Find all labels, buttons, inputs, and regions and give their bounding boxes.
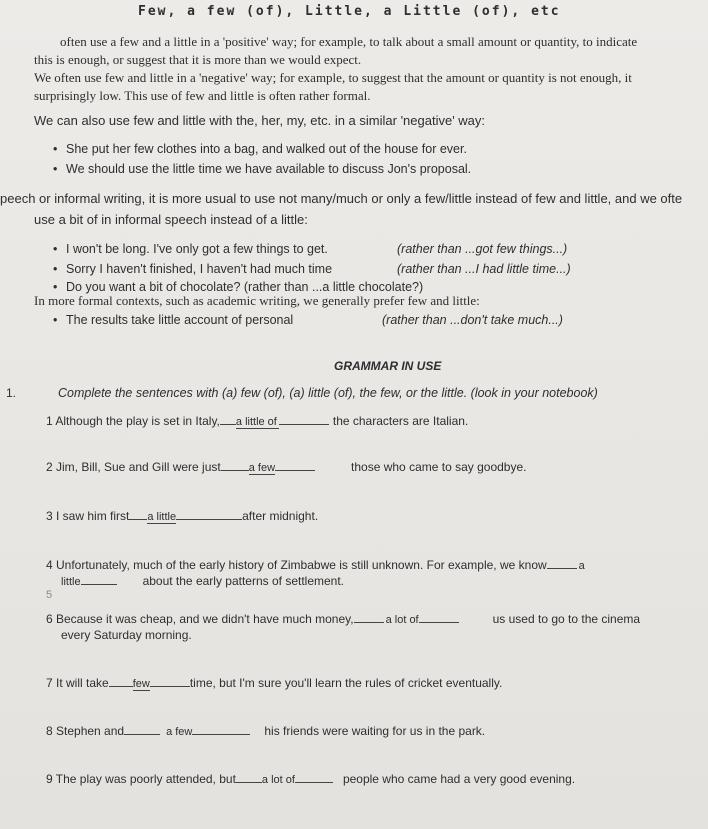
speech-line-1: peech or informal writing, it is more usual to use not many/much or only a few/little instead of few and little, and we ofte (0, 191, 683, 206)
question-1 (46, 414, 468, 429)
task-number: 1. (6, 386, 17, 400)
q9-blank-lead[interactable] (236, 782, 262, 783)
task-instructions: Complete the sentences with (a) few (of), (a) little (of), the few, or the little. (look in your notebook) (58, 386, 598, 400)
q2-end: those who came to say goodbye. (351, 460, 527, 474)
q3-answer[interactable]: a little (147, 511, 177, 523)
page-title: Few, a few (of), Little, a Little (of), etc (138, 4, 561, 19)
q4-answer-2[interactable]: little (61, 576, 81, 588)
q1-end: the characters are Italian. (332, 414, 469, 428)
q8-blank[interactable] (192, 734, 250, 735)
formal-paragraph: In more formal contexts, such as academic writing, we generally prefer few and little: (34, 293, 480, 308)
also-paragraph: We can also use few and little with the, her, my, etc. in a similar 'negative' way: (34, 113, 486, 128)
example-3: • I won't be long. I've only got a few things to get. (66, 242, 328, 256)
q6-blank[interactable] (419, 622, 459, 623)
q7-end: time, but I'm sure you'll learn the rules of cricket eventually. (189, 676, 503, 690)
q9-blank[interactable] (295, 782, 333, 783)
q2-text: 2 Jim, Bill, Sue and Gill were just (46, 460, 221, 474)
intro-line-1: often use a few and a little in a 'positive' way; for example, to talk about a small amount or quantity, to indicate (60, 34, 638, 49)
intro-line-4: surprisingly low. This use of few and little is often rather formal. (34, 88, 371, 103)
q6-answer[interactable]: a lot of (385, 614, 419, 626)
q8-end: his friends were waiting for us in the park. (264, 724, 486, 738)
speech-line-2: use a bit of in informal speech instead of a little: (34, 212, 308, 227)
example-4: • Sorry I haven't finished, I haven't had much time (66, 262, 332, 276)
q3-end: after midnight. (242, 509, 319, 523)
q7-text: 7 It will take (46, 676, 109, 690)
q2-answer[interactable]: a few (248, 462, 276, 474)
q3-blank[interactable] (176, 519, 242, 520)
q1-blank-lead[interactable] (220, 424, 236, 425)
q8-answer[interactable]: a few (166, 726, 193, 738)
q6-blank-lead[interactable] (354, 622, 384, 623)
q4-blank-2[interactable] (81, 584, 117, 585)
q2-blank[interactable] (275, 470, 315, 471)
example-6: • The results take little account of personal (66, 313, 293, 327)
section-heading: GRAMMAR IN USE (334, 359, 442, 373)
question-4 (46, 558, 585, 572)
question-5: 5 (46, 589, 53, 601)
q3-text: 3 I saw him first (46, 509, 130, 523)
question-9 (46, 772, 575, 786)
example-5: • Do you want a bit of chocolate? (rather than ...a little chocolate?) (66, 280, 423, 294)
intro-line-3: We often use few and little in a 'negative' way; for example, to suggest that the amount or quantity is not enough, it (34, 70, 632, 85)
q1-blank[interactable] (279, 424, 329, 425)
q8-text: 8 Stephen and (46, 724, 125, 738)
example-4-alt: (rather than ...I had little time...) (397, 262, 571, 276)
question-3 (46, 509, 318, 524)
q4-answer-1[interactable]: a (578, 560, 585, 572)
q9-answer[interactable]: a lot of (261, 774, 295, 786)
q1-text: 1 Although the play is set in Italy, (46, 414, 220, 428)
q4-end: about the early patterns of settlement. (142, 574, 345, 588)
example-6-alt: (rather than ...don't take much...) (382, 313, 563, 327)
question-4-cont (61, 574, 344, 588)
question-6 (46, 612, 640, 626)
q6-end: us used to go to the cinema (492, 612, 641, 626)
q6-text: 6 Because it was cheap, and we didn't have much money, (46, 612, 354, 626)
q7-blank-lead[interactable] (109, 686, 133, 687)
q7-answer[interactable]: few (132, 678, 150, 690)
q4-text: 4 Unfortunately, much of the early history of Zimbabwe is still unknown. For example, we know (46, 558, 547, 572)
question-7 (46, 676, 502, 691)
question-6-cont: every Saturday morning. (61, 628, 192, 642)
q1-answer[interactable]: a little of (235, 416, 277, 428)
example-1: • She put her few clothes into a bag, and walked out of the house for ever. (66, 142, 467, 156)
q7-blank[interactable] (150, 686, 190, 687)
question-2 (46, 460, 526, 475)
q2-blank-lead[interactable] (221, 470, 249, 471)
q9-end: people who came had a very good evening. (342, 772, 576, 786)
q3-blank-lead[interactable] (129, 519, 147, 520)
question-8 (46, 724, 485, 738)
q8-blank-lead[interactable] (124, 734, 160, 735)
example-2: • We should use the little time we have available to discuss Jon's proposal. (66, 162, 471, 176)
q4-blank-1[interactable] (547, 568, 577, 569)
example-3-alt: (rather than ...got few things...) (397, 242, 568, 256)
intro-line-2: this is enough, or suggest that it is more than we would expect. (34, 52, 362, 67)
q9-text: 9 The play was poorly attended, but (46, 772, 236, 786)
